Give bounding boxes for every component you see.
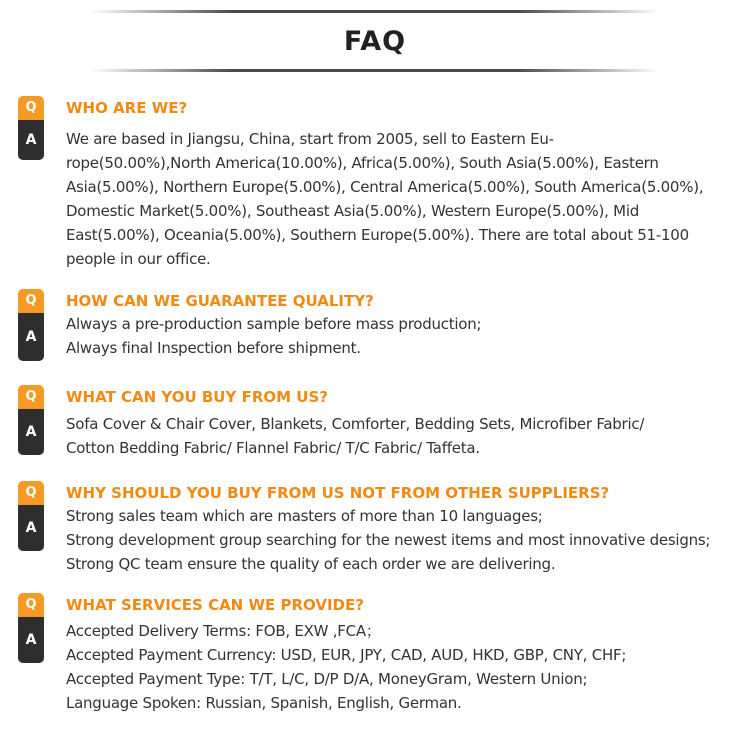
answer-line: Always a pre-production sample before mass production; (66, 315, 482, 333)
answer-line: Asia(5.00%), Northern Europe(5.00%), Central America(5.00%), South America(5.00%), (66, 178, 704, 196)
q-badge: Q (18, 289, 44, 313)
faq-answer (66, 312, 726, 360)
a-badge: A (18, 120, 44, 160)
a-badge: A (18, 409, 44, 455)
answer-line: Strong development group searching for the newest items and most innovative designs; (66, 531, 711, 549)
answer-line: Accepted Payment Type: T/T, L/C, D/P D/A, MoneyGram, Western Union; (66, 670, 588, 688)
answer-line: rope(50.00%),North America(10.00%), Africa(5.00%), South Asia(5.00%), Eastern (66, 154, 659, 172)
q-badge: Q (18, 385, 44, 409)
faq-answer (66, 504, 726, 576)
answer-line: Domestic Market(5.00%), Southeast Asia(5.00%), Western Europe(5.00%), Mid (66, 202, 640, 220)
answer-line: East(5.00%), Oceania(5.00%), Southern Europe(5.00%). There are total about 51-100 (66, 226, 689, 244)
answer-line: Accepted Payment Currency: USD, EUR, JPY, CAD, AUD, HKD, GBP, CNY, CHF; (66, 646, 627, 664)
faq-answer (66, 127, 726, 271)
q-badge: Q (18, 481, 44, 505)
answer-line: We are based in Jiangsu, China, start from 2005, sell to Eastern Eu- (66, 130, 554, 148)
q-badge: Q (18, 593, 44, 617)
answer-line: Cotton Bedding Fabric/ Flannel Fabric/ T/C Fabric/ Taffeta. (66, 439, 480, 457)
a-badge: A (18, 505, 44, 551)
faq-answer (66, 412, 726, 460)
bottom-divider (90, 69, 660, 72)
a-badge: A (18, 313, 44, 361)
top-divider (90, 10, 660, 13)
faq-question: WHAT SERVICES CAN WE PROVIDE? (66, 596, 364, 614)
answer-line: Strong QC team ensure the quality of each order we are delivering. (66, 555, 556, 573)
answer-line: Language Spoken: Russian, Spanish, English, German. (66, 694, 462, 712)
faq-question: WHY SHOULD YOU BUY FROM US NOT FROM OTHER SUPPLIERS? (66, 484, 610, 502)
answer-line: Sofa Cover & Chair Cover, Blankets, Comforter, Bedding Sets, Microfiber Fabric/ (66, 415, 645, 433)
faq-question: WHO ARE WE? (66, 99, 188, 117)
a-badge: A (18, 617, 44, 663)
answer-line: Always final Inspection before shipment. (66, 339, 361, 357)
answer-line: Accepted Delivery Terms: FOB, EXW ,FCA； (66, 622, 381, 640)
page-title: FAQ (343, 26, 407, 57)
q-badge: Q (18, 96, 44, 120)
answer-line: people in our office. (66, 250, 211, 268)
faq-answer (66, 619, 726, 715)
faq-question: WHAT CAN YOU BUY FROM US? (66, 388, 328, 406)
answer-line: Strong sales team which are masters of more than 10 languages; (66, 507, 543, 525)
faq-question: HOW CAN WE GUARANTEE QUALITY? (66, 292, 374, 310)
